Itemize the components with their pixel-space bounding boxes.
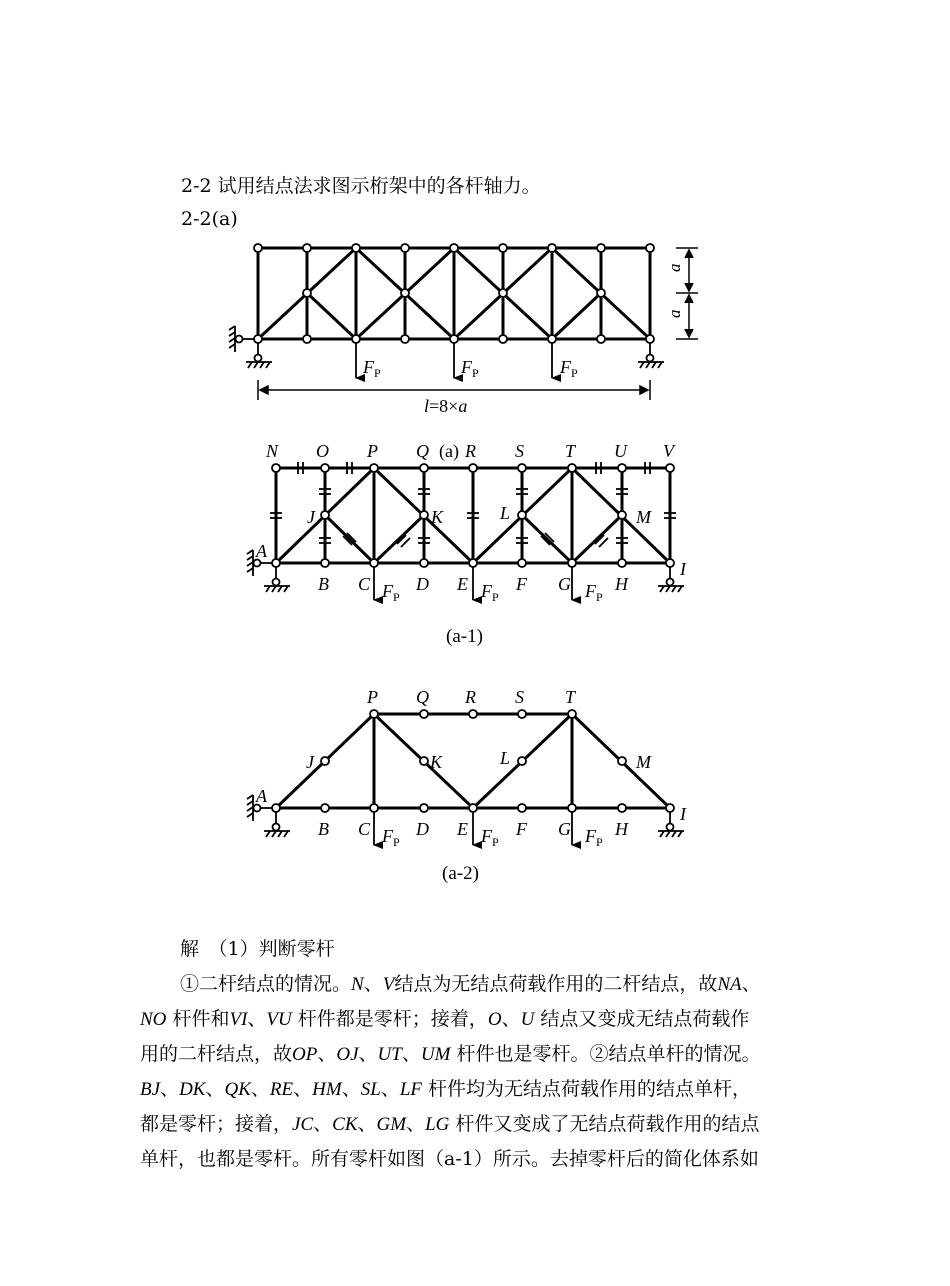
load-label: F [560,357,571,377]
solution-line-6: 都是零杆；接着，JC、CK、GM、LG 杆件又变成了无结点荷载作用的结点 [140,1113,760,1135]
truss-a2-members [276,714,670,808]
svg-text:FP: $F_P$ [382,826,400,849]
problem-title: 2-2 试用结点法求图示桁架中的各杆轴力。 [181,175,541,197]
solution-text [140,932,820,1177]
svg-text:FP: $F_P$ [382,581,400,604]
svg-text:C: C [358,574,371,594]
solution-line-7: 单杆，也都是零杆。所有零杆如图（a-1）所示。去掉零杆后的简化体系如 [140,1148,759,1170]
svg-text:J: J [307,507,315,527]
svg-text:P: P [367,441,378,461]
svg-text:O: O [316,441,329,461]
svg-text:L: L [500,503,511,523]
svg-text:F: F [516,574,527,594]
part-label: 2-2(a) [181,208,238,230]
svg-text:A: A [256,541,267,561]
dim-a-label: a [665,309,684,318]
svg-text:T: T [565,441,576,461]
svg-text:I: I [680,559,686,579]
svg-text:FP: $F_P$ [585,826,603,849]
span-label: l=8×a [424,396,468,416]
svg-text:FP: $F_P$ [481,826,499,849]
svg-text:L: L [500,748,511,768]
figure-a2-caption: (a-2) [442,863,479,884]
load-label: F [363,357,374,377]
svg-text:G: G [558,574,571,594]
svg-text:E: E [457,574,468,594]
svg-text:P: P [367,687,378,707]
svg-text:V: V [663,441,674,461]
svg-text:A: A [256,786,267,806]
svg-text:I: I [680,804,686,824]
svg-text:K: K [431,507,444,527]
solution-line-4: 用的二杆结点，故OP、OJ、UT、UM 杆件也是零杆。②结点单杆的情况。 [140,1043,761,1065]
truss-a2-joints [272,710,674,812]
svg-text:D: D [416,574,429,594]
solution-line-1: 解 （1）判断零杆 [180,938,335,960]
svg-text:FP: $F_P$ [461,357,479,380]
svg-text:H: H [615,574,628,594]
svg-text:R: R [465,687,476,707]
svg-text:FP: $F_P$ [585,581,603,604]
svg-text:M: M [636,752,651,772]
svg-text:D: D [416,819,429,839]
svg-text:Q: Q [416,687,429,707]
svg-text:B: B [318,574,329,594]
truss-a2-loads [374,812,572,845]
svg-text:T: T [565,687,576,707]
figure-a-caption: (a) [439,441,459,461]
svg-text:S: S [515,687,524,707]
svg-text:S: S [515,441,524,461]
figure-a1-caption: (a-1) [446,626,483,647]
solution-line-5: BJ、DK、QK、RE、HM、SL、LF 杆件均为无结点荷载作用的结点单杆， [140,1078,752,1100]
solution-line-3: NO 杆件和VI、VU 杆件都是零杆；接着，O、U 结点又变成无结点荷载作 [140,1008,750,1030]
dim-a-label: a [665,263,684,272]
svg-text:FP: $F_P$ [560,357,578,380]
svg-text:E: E [457,819,468,839]
svg-text:F: F [516,819,527,839]
svg-text:J: J [306,752,314,772]
load-label: F [461,357,472,377]
svg-text:K: K [430,752,443,772]
svg-text:M: M [636,507,651,527]
svg-text:G: G [558,819,571,839]
svg-text:R: R [465,441,476,461]
solution-line-2: ①二杆结点的情况。N、V结点为无结点荷载作用的二杆结点，故NA、 [180,973,761,995]
svg-text:N: N [266,441,279,461]
svg-text:C: C [358,819,371,839]
svg-text:H: H [615,819,628,839]
svg-text:Q: Q [416,441,429,461]
svg-text:FP: $F_P$ [363,357,381,380]
svg-text:FP: $F_P$ [481,581,499,604]
svg-text:U: U [614,441,627,461]
svg-text:B: B [318,819,329,839]
